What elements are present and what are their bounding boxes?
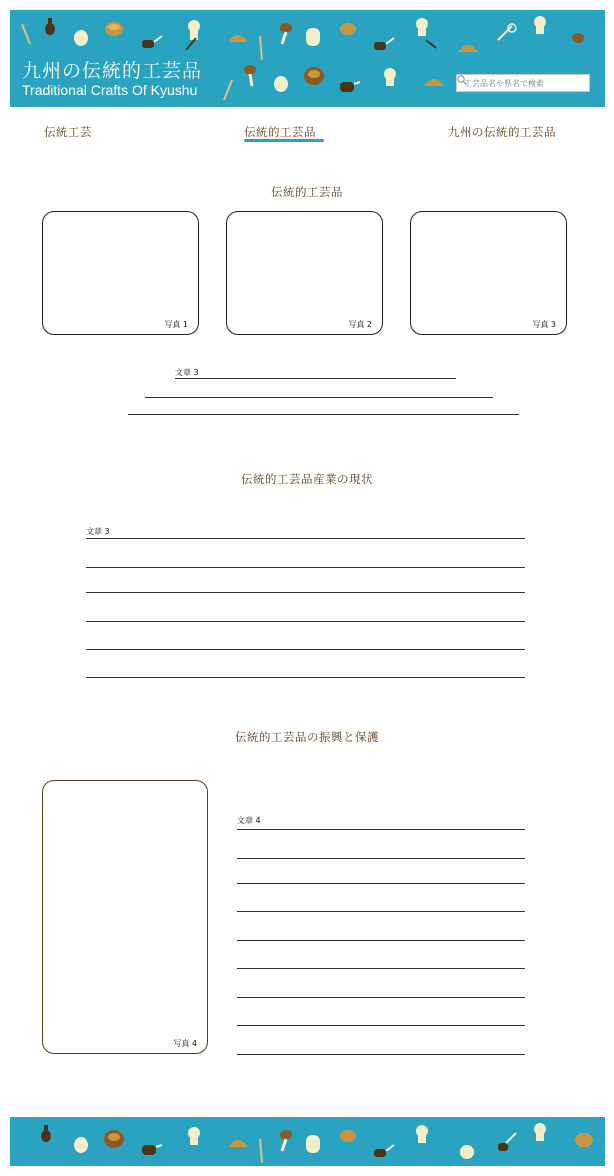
chopsticks-icon	[22, 24, 30, 44]
text-placeholder-label: 文章 3	[175, 368, 199, 377]
sake-bottle-icon	[41, 1125, 51, 1142]
whisk-icon	[142, 36, 162, 48]
header-banner	[10, 10, 605, 107]
chef-hat-icon	[384, 68, 396, 86]
photo-caption: 写真 4	[173, 1039, 197, 1048]
teacup-icon	[74, 1137, 88, 1153]
section-heading: 伝統的工芸品の振興と保護	[235, 730, 379, 744]
chef-hat-icon	[416, 1125, 428, 1143]
bread-icon	[105, 22, 123, 36]
text-line	[175, 378, 456, 379]
photo-placeholder-3	[410, 211, 567, 335]
bread-icon	[304, 67, 324, 85]
teacup-icon	[306, 28, 320, 46]
chef-hat-icon	[534, 16, 546, 34]
bowl-icon	[142, 1145, 162, 1155]
photo-placeholder-2	[226, 211, 383, 335]
section-heading: 伝統的工芸品	[271, 185, 343, 199]
drumstick-icon	[572, 33, 584, 43]
text-line	[237, 940, 525, 941]
text-line	[237, 829, 525, 830]
text-line	[237, 1025, 525, 1026]
text-line	[237, 858, 525, 859]
footer-banner	[10, 1117, 605, 1166]
text-line	[237, 883, 525, 884]
chopsticks-icon	[224, 80, 232, 100]
bread-icon	[424, 79, 444, 86]
nav-item-traditional-crafts[interactable]: 伝統工芸	[44, 125, 92, 139]
drumstick-icon	[280, 23, 292, 44]
chef-hat-icon	[534, 1123, 546, 1141]
site-title: 九州の伝統的工芸品	[22, 60, 203, 82]
bread-icon	[575, 1133, 593, 1147]
whisk-icon	[498, 1133, 516, 1151]
bowl-icon	[340, 82, 360, 92]
section-heading: 伝統的工芸品産業の現状	[241, 472, 373, 486]
text-line	[145, 397, 493, 398]
whisk-icon	[498, 24, 516, 40]
photo-caption: 写真 2	[348, 320, 372, 329]
chef-hat-icon	[188, 1127, 200, 1145]
chef-hat-icon	[416, 18, 436, 48]
whisk-icon	[374, 38, 394, 50]
photo-placeholder-1	[42, 211, 199, 335]
teacup-icon	[306, 1135, 320, 1153]
text-line	[128, 414, 519, 415]
text-line	[86, 538, 525, 539]
text-placeholder-label: 文章 4	[237, 816, 261, 825]
photo-caption: 写真 1	[164, 320, 188, 329]
drumstick-icon	[244, 65, 256, 86]
text-line	[237, 911, 525, 912]
teacup-icon	[460, 1145, 474, 1159]
text-line	[86, 567, 525, 568]
text-line	[237, 997, 525, 998]
bread-icon	[228, 35, 248, 42]
sake-bottle-icon	[45, 18, 55, 35]
bread-icon	[228, 1140, 248, 1147]
text-line	[86, 677, 525, 678]
text-line	[86, 592, 525, 593]
photo-placeholder-4	[42, 780, 208, 1054]
search-box[interactable]	[456, 74, 590, 92]
text-line	[86, 621, 525, 622]
bread-icon	[458, 45, 478, 52]
teacup-icon	[274, 76, 288, 92]
text-line	[237, 968, 525, 969]
nav-item-kyushu-crafts[interactable]: 九州の伝統的工芸品	[448, 125, 556, 139]
text-line	[237, 1054, 525, 1055]
photo-caption: 写真 3	[532, 320, 556, 329]
nav-active-underline	[244, 139, 324, 142]
chopsticks-icon	[260, 36, 262, 60]
whisk-icon	[374, 1145, 394, 1157]
nav-item-traditional-craft-products[interactable]: 伝統的工芸品	[244, 125, 316, 139]
chopsticks-icon	[260, 1139, 262, 1163]
search-input[interactable]	[464, 79, 574, 88]
text-placeholder-label: 文章 3	[86, 527, 110, 536]
chef-hat-icon	[186, 20, 200, 50]
drumstick-icon	[280, 1130, 292, 1151]
site-subtitle: Traditional Crafts Of Kyushu	[22, 82, 198, 98]
bread-icon	[104, 1130, 124, 1148]
text-line	[86, 649, 525, 650]
bread-icon	[340, 23, 356, 35]
teacup-icon	[74, 30, 88, 46]
bread-icon	[340, 1130, 356, 1142]
search-icon	[457, 75, 467, 85]
banner-pattern	[10, 1117, 605, 1166]
